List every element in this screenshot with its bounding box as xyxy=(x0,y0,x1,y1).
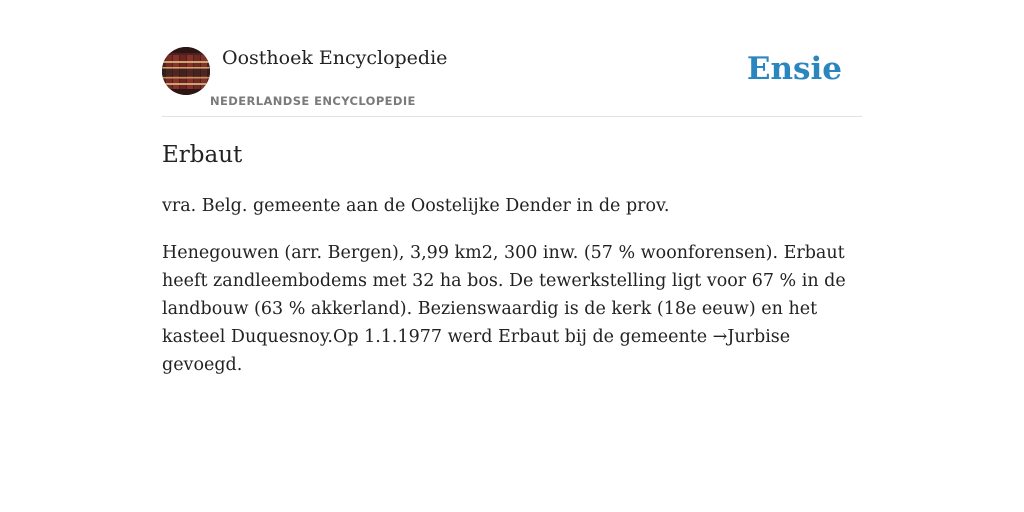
encyclopedia-books-avatar[interactable] xyxy=(162,47,210,95)
article-paragraph: vra. Belg. gemeente aan de Oostelijke Dender in de prov. xyxy=(162,196,670,216)
site-title[interactable]: Oosthoek Encyclopedie xyxy=(222,47,448,69)
site-header xyxy=(162,46,862,117)
article-paragraph: Henegouwen (arr. Bergen), 3,99 km2, 300 inw. (57 % woonforensen). Erbaut heeft zandleembodems met 32 ha bos. De tewerkstelling ligt voor 67 % in de landbouw (63 % akkerland). Bezienswaardig is de kerk (18e eeuw) en het kasteel Duquesnoy.Op 1.1.1977 werd Erbaut bij de gemeente →Jurbise gevoegd. xyxy=(162,243,846,375)
ensie-logo[interactable]: Ensie xyxy=(746,51,842,87)
books-icon xyxy=(162,47,210,95)
site-subtitle: NEDERLANDSE ENCYCLOPEDIE xyxy=(210,94,416,108)
article-title: Erbaut xyxy=(162,142,243,168)
